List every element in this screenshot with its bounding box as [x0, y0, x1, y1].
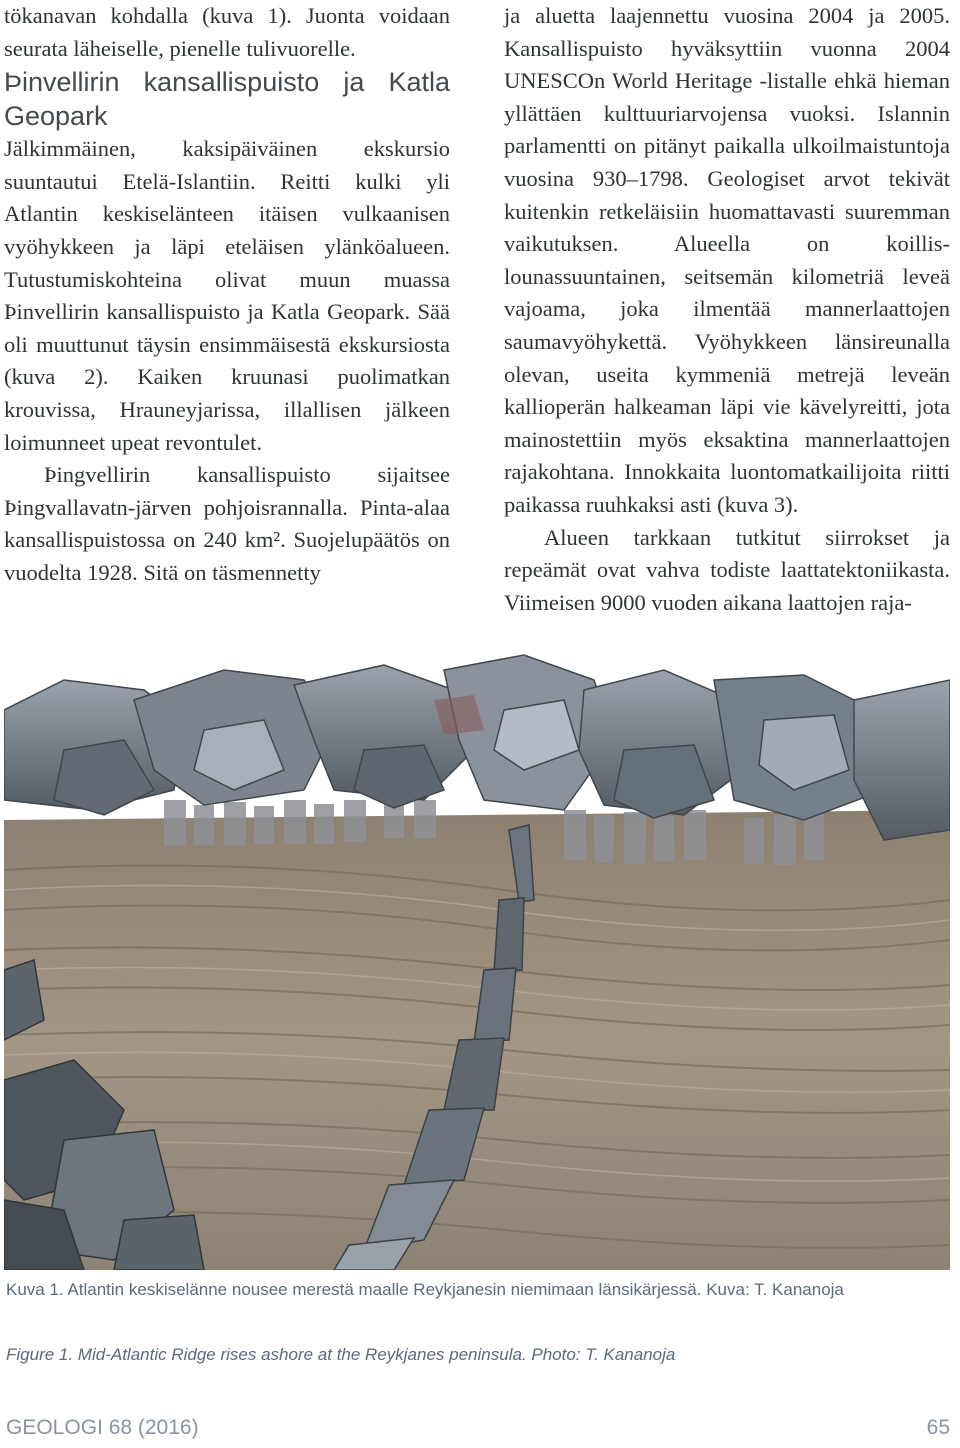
left-text-column — [4, 0, 450, 590]
journal-footer: GEOLOGI 68 (2016) — [6, 1416, 199, 1439]
section-heading: Þinvellirin kansallispuisto ja Katla Geopark — [4, 67, 450, 132]
body-paragraph: Jälkimmäinen, kaksipäiväinen ekskursio suuntautui Etelä-Islantiin. Reitti kulki yli Atlantin keskiselänteen itäisen vulkaanisen vyöhykkeen ja läpi eteläisen ylänköalueen. Tutustumiskohteina olivat muun muassa Þinvellirin kansallispuisto ja Katla Geopark. Sää oli muuttunut täysin ensimmäisestä ekskursiosta (kuva 2). Kaiken kruunasi puolimatkan krouvissa, Hrauneyjarissa, illallisen jälkeen loimunneet upeat revontulet. — [4, 136, 450, 455]
intro-paragraph: tökanavan kohdalla (kuva 1). Juonta voidaan seurata läheiselle, pienelle tulivuorelle. — [4, 3, 450, 61]
page-number: 65 — [926, 1416, 950, 1439]
ridge-photo — [4, 640, 950, 1270]
right-text-column — [504, 0, 950, 619]
figure-caption-finnish: Kuva 1. Atlantin keskiselänne nousee merestä maalle Reykjanesin niemimaan länsikärjessä. Kuva: T. Kananoja — [6, 1280, 844, 1299]
body-paragraph: Alueen tarkkaan tutkitut siirrokset ja repeämät ovat vahva todiste laattatektoniikasta. Viimeisen 9000 vuoden aikana laattojen raja- — [504, 524, 950, 615]
body-paragraph: ja aluetta laajennettu vuosina 2004 ja 2005. Kansallispuisto hyväksyttiin vuonna 2004 UNESCOn World Heritage -listalle ehkä hieman yllättäen kulttuuriarvojensa vuoksi. Islannin parlamentti on pitänyt paikalla ulkoilmaistuntoja vuosina 930–1798. Geologiset arvot tekivät kuitenkin retkeläisiin huomattavasti suuremman vaikutuksen. Alueella on koillis-lounassuuntainen, seitsemän kilometriä leveä vajoama, joka ilmentää mannerlaattojen saumavyöhykettä. Vyöhykkeen länsireunalla olevan, useita kymmeniä metrejä leveän kallioperän halkeaman läpi vie kävelyreitti, jota mainostettiin myös eksaktina mannerlaattojen rajakohtana. Innokkaita luontomatkailijoita riitti paikassa ruuhkaksi asti (kuva 3). — [504, 3, 950, 517]
figure-caption-english: Figure 1. Mid-Atlantic Ridge rises ashore at the Reykjanes peninsula. Photo: T. Kananoja — [6, 1345, 676, 1364]
body-paragraph: Þingvellirin kansallispuisto sijaitsee Þingvallavatn-järven pohjoisrannalla. Pinta-alaa kansallispuistossa on 240 km². Suojelupäätös on vuodelta 1928. Sitä on täsmennetty — [4, 462, 450, 585]
ridge-photo-illustration — [4, 640, 950, 1270]
